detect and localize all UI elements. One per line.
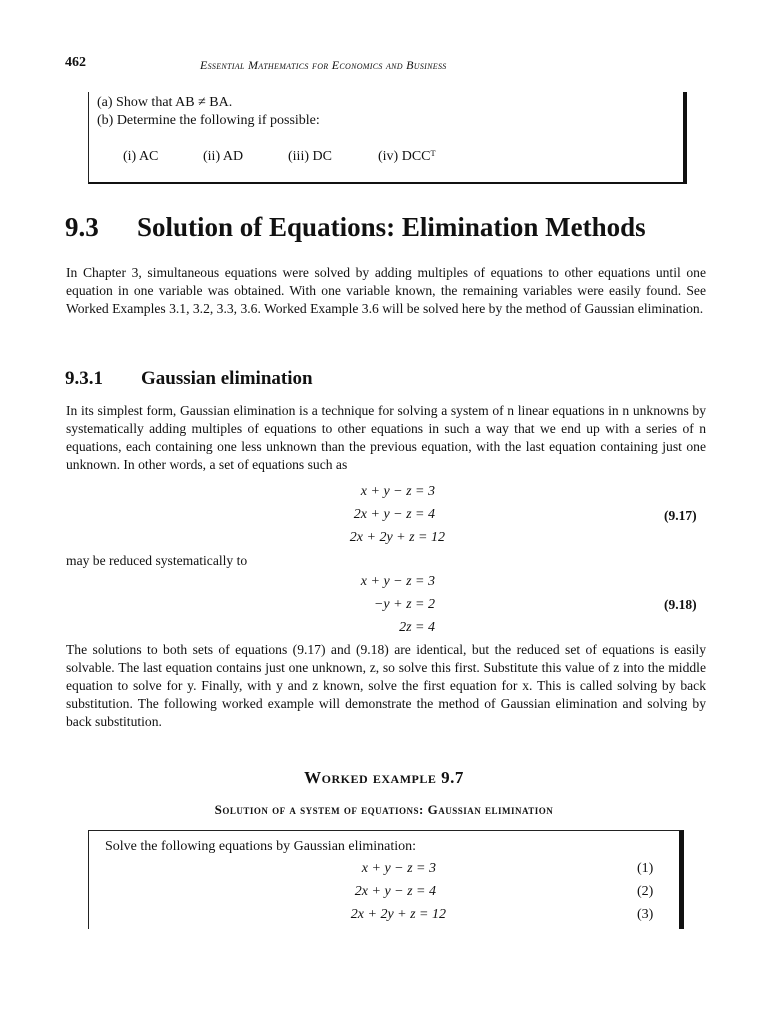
- equation: 2x + 2y + z = 12: [350, 907, 446, 922]
- exercise-item: (iii) DC: [288, 149, 332, 164]
- equation: 2x + y − z = 4: [353, 507, 435, 522]
- equation-label: (9.17): [664, 508, 697, 523]
- exercise-item: (ii) AD: [203, 149, 244, 164]
- equation: 2z = 4: [399, 620, 435, 635]
- equation-label: (3): [637, 907, 654, 922]
- worked-example-title: Worked example 9.7: [304, 768, 464, 787]
- exercise-box: [88, 92, 687, 184]
- section-number: 9.3: [65, 212, 99, 242]
- exercise-item: (iv) DCCᵀ: [378, 149, 436, 164]
- equation: 2x + y − z = 4: [354, 884, 436, 899]
- subsection-number: 9.3.1: [65, 368, 103, 389]
- section-title: Solution of Equations: Elimination Methods: [137, 212, 646, 242]
- equation-label: (1): [637, 861, 654, 876]
- section-intro-paragraph: In Chapter 3, simultaneous equations were solved by adding multiples of equations to other equations until one equation in one variable was obtained. With one variable known, the remaining variables were easily found. See Worked Examples 3.1, 3.2, 3.3, 3.6. Worked Example 3.6 will be solved here by the method of Gaussian elimination.: [66, 265, 706, 316]
- exercise-item: (i) AC: [123, 149, 159, 164]
- equation: −y + z = 2: [373, 597, 435, 612]
- worked-example-instruction: Solve the following equations by Gaussian elimination:: [105, 839, 417, 854]
- reduced-intro-text: may be reduced systematically to: [66, 553, 248, 568]
- page-number: 462: [65, 55, 86, 70]
- equation-label: (2): [637, 884, 654, 899]
- equation: x + y − z = 3: [361, 861, 436, 876]
- exercise-line-a: (a) Show that AB ≠ BA.: [97, 95, 233, 110]
- subsection-heading: [65, 368, 313, 390]
- worked-example-box: [88, 830, 684, 929]
- subsection-title: Gaussian elimination: [141, 368, 313, 389]
- equation: 2x + 2y + z = 12: [349, 530, 445, 545]
- running-title: Essential Mathematics for Economics and Business: [200, 58, 447, 72]
- equation-label: (9.18): [664, 597, 697, 612]
- worked-example-subtitle: Solution of a system of equations: Gaussian elimination: [214, 802, 554, 817]
- gaussian-paragraph-2: The solutions to both sets of equations (9.17) and (9.18) are identical, but the reduced set of equations is easily solvable. The last equation contains just one unknown, z, so solve this first. Substitute this value of z into the middle equation to solve for y. Finally, with y and z known, solve the first equation for x. This is called solving by back substitution. The following worked example will demonstrate the method of Gaussian elimination and solving by back substitution.: [66, 642, 706, 729]
- section-heading: [65, 212, 646, 243]
- equation: x + y − z = 3: [360, 574, 435, 589]
- exercise-line-b: (b) Determine the following if possible:: [97, 113, 320, 128]
- equation: x + y − z = 3: [360, 484, 435, 499]
- gaussian-paragraph-1: In its simplest form, Gaussian elimination is a technique for solving a system of n linear equations in n unknowns by systematically adding multiples of equations to other equations in such a way that we end up with a series of n equations, each containing one less unknown than the previous equation, with the last equation containing just one unknown. In other words, a set of equations such as: [66, 403, 706, 472]
